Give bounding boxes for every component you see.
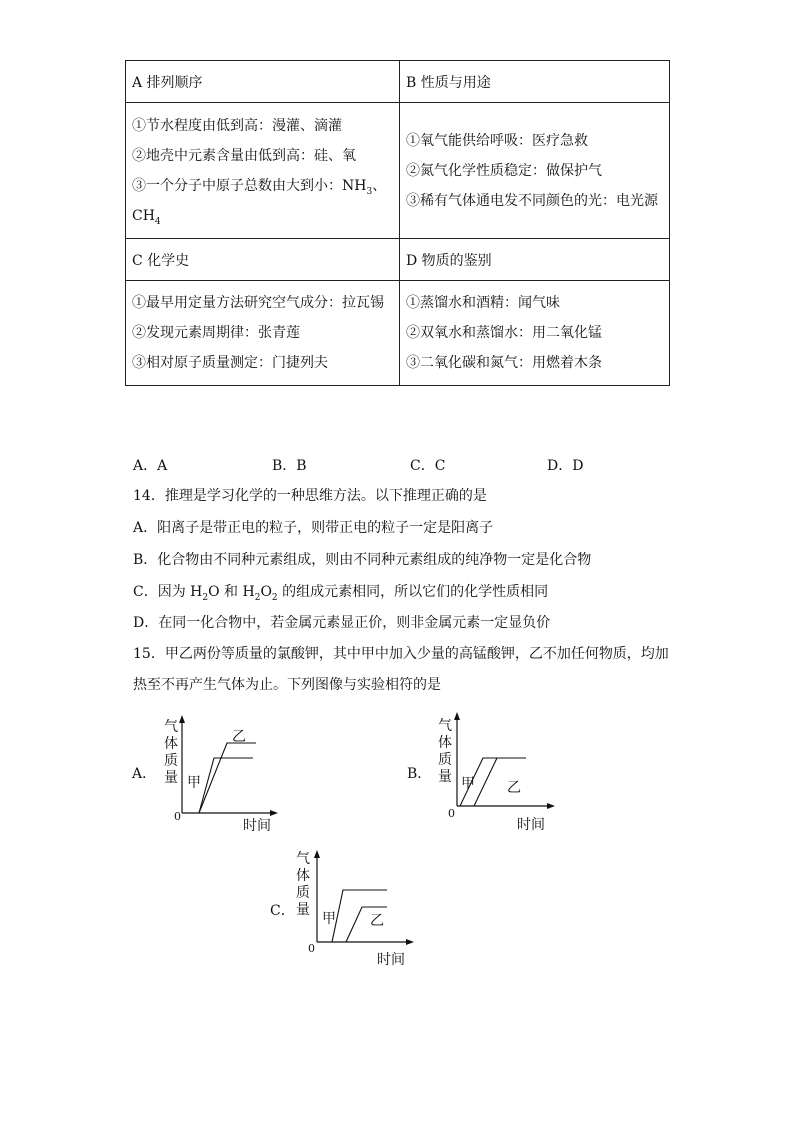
graph-b-y-arrow <box>454 712 460 720</box>
cell-d-line-3: ③二氧化碳和氮气：用燃着木条 <box>406 355 602 371</box>
table-header-a: A 排列顺序 <box>126 61 400 103</box>
table-cell-c <box>126 281 400 386</box>
cell-c-line-2: ②发现元素周期律：张青莲 <box>132 325 300 341</box>
graph-a-y-arrow <box>179 715 185 723</box>
q13-option-a[interactable]: A．A <box>133 458 168 474</box>
graph-a-x-arrow <box>270 810 278 816</box>
graph-c-x-arrow <box>406 939 414 945</box>
graph-c-jia-label: 甲 <box>322 911 336 927</box>
q15-graph-a[interactable] <box>132 715 292 835</box>
graph-c-xlabel: 时间 <box>377 952 405 968</box>
table-header-d: D 物质的鉴别 <box>400 239 670 281</box>
graph-a-ylabel: 气 体 质 量 <box>164 719 178 786</box>
table-cell-a <box>126 103 400 239</box>
q13-option-d[interactable]: D．D <box>547 458 584 474</box>
table-cell-b <box>400 103 670 239</box>
graph-c-option-label: C． <box>270 903 295 919</box>
cell-c-line-1: ①最早用定量方法研究空气成分：拉瓦锡 <box>132 295 384 311</box>
q14-option-a[interactable]: A．阳离子是带正电的粒子，则带正电的粒子一定是阳离子 <box>133 520 494 536</box>
q13-option-b[interactable]: B．B <box>272 458 307 474</box>
graph-b-xlabel: 时间 <box>517 817 545 833</box>
graph-c-yi-label: 乙 <box>370 913 384 929</box>
graph-c-origin: 0 <box>308 942 315 955</box>
graph-a-line-yi <box>199 743 256 813</box>
q13-option-c[interactable]: C．C <box>410 458 446 474</box>
graph-b-x-arrow <box>547 803 555 809</box>
table-header-b: B 性质与用途 <box>400 61 670 103</box>
q15-stem-line-2: 热至不再产生气体为止。下列图像与实验相符的是 <box>133 677 441 693</box>
graph-a-line-jia <box>199 758 253 813</box>
graph-a-option-label: A． <box>132 766 157 782</box>
q15-graph-b[interactable] <box>407 710 567 835</box>
cell-a-line-3: ③一个分子中原子总数由大到小：$NH_3$、 <box>132 177 387 197</box>
q15-stem-line-1: 15．甲乙两份等质量的氯酸钾，其中甲中加入少量的高锰酸钾，乙不加任何物质，均加 <box>133 646 669 662</box>
graph-b-line-yi <box>474 758 497 806</box>
graph-b-origin: 0 <box>448 807 455 820</box>
table-cell-d <box>400 281 670 386</box>
graph-b-ylabel: 气 体 质 量 <box>438 718 452 785</box>
graph-b-option-label: B． <box>407 766 432 782</box>
graph-b-yi-label: 乙 <box>507 780 521 796</box>
cell-b-line-1: ①氧气能供给呼吸：医疗急救 <box>406 132 588 149</box>
q15-graph-c[interactable] <box>270 848 430 973</box>
graph-a-yi-label: 乙 <box>232 729 246 745</box>
q14-option-b[interactable]: B．化合物由不同种元素组成，则由不同种元素组成的纯净物一定是化合物 <box>133 552 592 568</box>
table-header-c: C 化学史 <box>126 239 400 281</box>
graph-c-y-arrow <box>314 850 320 858</box>
q14-option-c[interactable]: C．因为 $H_2O$ 和 $H_2O_2$ 的组成元素相同，所以它们的化学性质相同 <box>133 584 549 603</box>
cell-b-line-2: ②氮气化学性质稳定：做保护气 <box>406 162 602 179</box>
q14-option-d[interactable]: D．在同一化合物中，若金属元素显正价，则非金属元素一定显负价 <box>133 615 551 631</box>
q14-stem: 14．推理是学习化学的一种思维方法。以下推理正确的是 <box>133 488 487 504</box>
cell-d-line-1: ①蒸馏水和酒精：闻气味 <box>406 295 560 311</box>
cell-a-line-4: $CH_4$ <box>132 207 161 227</box>
graph-a-jia-label: 甲 <box>187 775 201 791</box>
cell-c-line-3: ③相对原子质量测定：门捷列夫 <box>132 355 328 371</box>
graph-b-jia-label: 甲 <box>461 776 475 792</box>
graph-c-ylabel: 气 体 质 量 <box>296 851 310 918</box>
graph-a-xlabel: 时间 <box>243 818 271 834</box>
cell-b-line-3: ③稀有气体通电发不同颜色的光：电光源 <box>406 192 658 209</box>
cell-a-line-2: ②地壳中元素含量由低到高：硅、氧 <box>132 147 356 164</box>
cell-d-line-2: ②双氧水和蒸馏水：用二氧化锰 <box>406 325 602 341</box>
cell-a-line-1: ①节水程度由低到高：漫灌、滴灌 <box>132 117 342 134</box>
graph-a-origin: 0 <box>174 810 181 823</box>
q13-table <box>125 60 670 386</box>
